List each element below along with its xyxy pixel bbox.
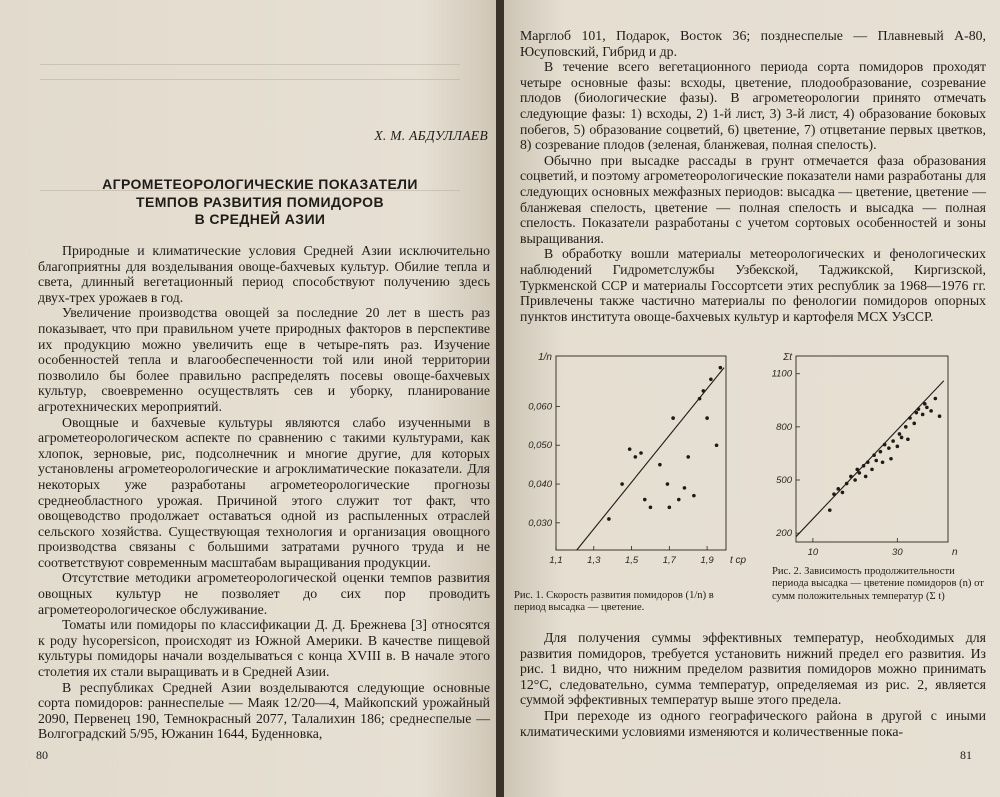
left-body	[38, 243, 490, 742]
data-point	[896, 445, 900, 449]
page-number: 81	[960, 748, 972, 762]
y-tick-label: 0,030	[528, 517, 552, 529]
paragraph: Томаты или помидоры по классификации Д. Д. Брежнева [3] относятся к роду hycopersicon, происходят из Южной Америки. В качестве пищевой культуры помидоры начали возделываться с конца XVIII в. В начале этого столетия их стали выращивать и в Средней Азии.	[38, 617, 490, 680]
x-tick-label: 1,3	[587, 555, 601, 566]
right-body-bottom	[520, 630, 986, 739]
regression-line	[796, 381, 944, 537]
data-point	[872, 453, 876, 457]
data-point	[698, 397, 702, 401]
data-point	[864, 475, 868, 479]
data-point	[925, 406, 929, 410]
paragraph: Марглоб 101, Подарок, Восток 36; позднеспелые — Плавневый А-80, Юсуповский, Гибрид и др.	[520, 28, 986, 59]
figure-1-chart	[512, 348, 754, 580]
book-gutter	[496, 0, 504, 797]
data-point	[906, 437, 910, 441]
data-point	[832, 492, 836, 496]
data-point	[836, 487, 840, 491]
y-axis-label: Σt	[783, 352, 792, 363]
y-tick-label: 800	[776, 421, 792, 433]
title-line: ТЕМПОВ РАЗВИТИЯ ПОМИДОРОВ	[136, 193, 384, 210]
paragraph: В течение всего вегетационного периода сорта помидоров проходят четыре основные фазы: всходы, цветение, плодообразование, созревание плодов (биологические фазы). В агрометеорологии принято отмечать следующие фазы: 1) всходы, 2) 1-й лист, 3) 3-й лист, 4) образование боковых побегов, 5) образование соцветий, 6) цветение, 7) отцветание первых цветков, 8) созревание плодов (зеленая, бланжевая, полная спелость).	[520, 59, 986, 153]
data-point	[628, 447, 632, 451]
x-tick-label: 1,5	[624, 555, 639, 566]
data-point	[917, 407, 921, 411]
author: Х. М. АБДУЛЛАЕВ	[374, 128, 488, 143]
data-point	[677, 498, 681, 502]
data-point	[862, 464, 866, 468]
data-point	[715, 443, 719, 447]
title-line: В СРЕДНЕЙ АЗИИ	[194, 211, 326, 227]
paragraph: Для получения суммы эффективных температур, необходимых для развития помидоров, требуется установить нижний предел его развития. Из рис. 1 видно, что нижним пределом развития помидоров можно принимать 12°С, следовательно, сумма температур, определяемая из рис. 2, является суммой эффективных температур выше этого предела.	[520, 630, 986, 708]
data-point	[853, 478, 857, 482]
paragraph: Увеличение производства овощей за последние 20 лет в шесть раз показывает, что при правильном учете природных факторов в перспективе их продукцию можно увеличить еще в четыре-пять раз. Изучение особенностей тепла и влагообеспеченности той или иной территории позволило бы более правильно распределять посевы овоще-бахчевых культур, своевременно осуществлять сев и уборку, планирование агротехнических мероприятий.	[38, 305, 490, 414]
x-axis-label: n	[952, 547, 958, 558]
y-tick-label: 200	[776, 528, 792, 540]
data-point	[649, 506, 653, 510]
data-point	[849, 475, 853, 479]
data-point	[719, 366, 723, 370]
data-point	[879, 450, 883, 454]
data-point	[908, 416, 912, 420]
y-tick-label: 0,040	[528, 479, 552, 491]
data-point	[686, 455, 690, 459]
data-point	[915, 411, 919, 415]
y-tick-label: 1100	[771, 368, 792, 380]
paragraph: Отсутствие методики агрометеорологической оценки темпов развития овощных культур не позволяет до сих пор проводить агрометеорологическое обслуживание.	[38, 570, 490, 617]
paragraph: В обработку вошли материалы метеорологических и фенологических наблюдений Гидрометслужбы Узбекской, Таджикской, Киргизской, Туркменской ССР и материалы Госсортсети этих республик за 1968—1976 гг. Привлечены также частично материалы по фенологии помидоров опорных пунктов института овоще-бахчевых культур и картофеля МСХ УзССР.	[520, 246, 986, 324]
data-point	[702, 389, 706, 393]
data-point	[671, 416, 675, 420]
data-point	[887, 446, 891, 450]
paragraph: Природные и климатические условия Средней Азии исключительно благоприятны для возделывания овоще-бахчевых культур. Обилие тепла и света, длинный вегетационный период способствуют получению здесь двух-трех урожаев в год.	[38, 243, 490, 305]
data-point	[683, 486, 687, 490]
figure-2-chart	[762, 348, 972, 570]
data-point	[620, 482, 624, 486]
data-point	[607, 517, 611, 521]
x-tick-label: 1,9	[700, 555, 714, 566]
data-point	[898, 432, 902, 436]
bleed-through	[40, 24, 460, 191]
data-point	[934, 397, 938, 401]
data-point	[923, 402, 927, 406]
data-point	[709, 377, 713, 381]
data-point	[870, 468, 874, 472]
x-tick-label: 1,7	[662, 555, 676, 566]
paragraph: В республиках Средней Азии возделываются следующие основные сорта помидоров: раннеспелые — Маяк 12/20—4, Майкопский урожайный 2090, Первенец 190, Темнокрасный 2077, Талалихин 186; среднеспелые — Волгоградский 5/95, Южанин 1644, Буденновка,	[38, 679, 490, 742]
data-point	[639, 451, 643, 455]
y-axis-label: 1/n	[538, 352, 552, 363]
data-point	[705, 416, 709, 420]
data-point	[692, 494, 696, 498]
y-tick-label: 0,050	[528, 440, 552, 452]
data-point	[929, 409, 933, 413]
data-point	[668, 506, 672, 510]
article-title	[60, 176, 460, 229]
data-point	[666, 482, 670, 486]
regression-line	[577, 368, 724, 550]
data-point	[900, 436, 904, 440]
right-body-top	[520, 28, 986, 324]
page-number: 80	[36, 748, 48, 762]
paragraph: При переходе из одного географического района в другой с иными климатическими условиями изменяются и количественные пока-	[520, 707, 986, 739]
figure-1-caption: Рис. 1. Скорость развития помидоров (1/n) в период высадка — цветение.	[514, 590, 714, 614]
data-point	[912, 422, 916, 426]
data-point	[658, 463, 662, 467]
plot-frame	[796, 356, 948, 542]
data-point	[883, 443, 887, 447]
data-point	[643, 498, 647, 502]
paragraph: Овощные и бахчевые культуры являются слабо изученными в агрометеорологическом аспекте по сравнению с такими культурами, как хлопок, зерновые, рис, подсолнечник и многие другие, для которых установлены агрометеорологические и агроклиматические показатели. Для некоторых уже разработаны агрометеорологические прогнозы среднеобластного урожая. Причиной этого служит тот факт, что овощеводство продолжает оставаться одной из распыленных отраслей сельского хозяйства. Существующая технология и организация овощного производства связаны с большими затратами ручного труда и не соответствуют современным масштабам выращивания продукции.	[38, 414, 490, 570]
data-point	[881, 460, 885, 464]
x-axis-label: t ср	[730, 555, 747, 566]
title-line: АГРОМЕТЕОРОЛОГИЧЕСКИЕ ПОКАЗАТЕЛИ	[102, 176, 418, 192]
left-page	[0, 0, 496, 797]
data-point	[855, 468, 859, 472]
data-point	[921, 413, 925, 417]
right-page	[504, 0, 1000, 797]
data-point	[841, 491, 845, 495]
x-tick-label: 1,1	[549, 555, 563, 566]
data-point	[938, 414, 942, 418]
data-point	[828, 508, 832, 512]
data-point	[858, 471, 862, 475]
paragraph: Обычно при высадке рассады в грунт отмечается фаза образования соцветий, и поэтому агрометеорологические показатели нами разработаны для следующих основных межфазных периодов: высадка — цветение, цветение — бланжевая спелость, цветение — полная спелость и высадка — полная спелость. Показатели разработаны с учетом сортовых особенностей и зоны выращивания.	[520, 152, 986, 246]
y-tick-label: 0,060	[528, 401, 552, 413]
data-point	[866, 460, 870, 464]
data-point	[889, 457, 893, 461]
x-tick-label: 30	[892, 547, 903, 558]
data-point	[634, 455, 638, 459]
y-tick-label: 500	[776, 475, 792, 486]
figure-2-caption: Рис. 2. Зависимость продолжительности периода высадка — цветение помидоров (n) от сумм положительных температур (Σ t)	[772, 566, 984, 602]
data-point	[891, 439, 895, 443]
data-point	[845, 482, 849, 486]
data-point	[904, 425, 908, 429]
data-point	[874, 459, 878, 463]
x-tick-label: 10	[807, 547, 819, 558]
